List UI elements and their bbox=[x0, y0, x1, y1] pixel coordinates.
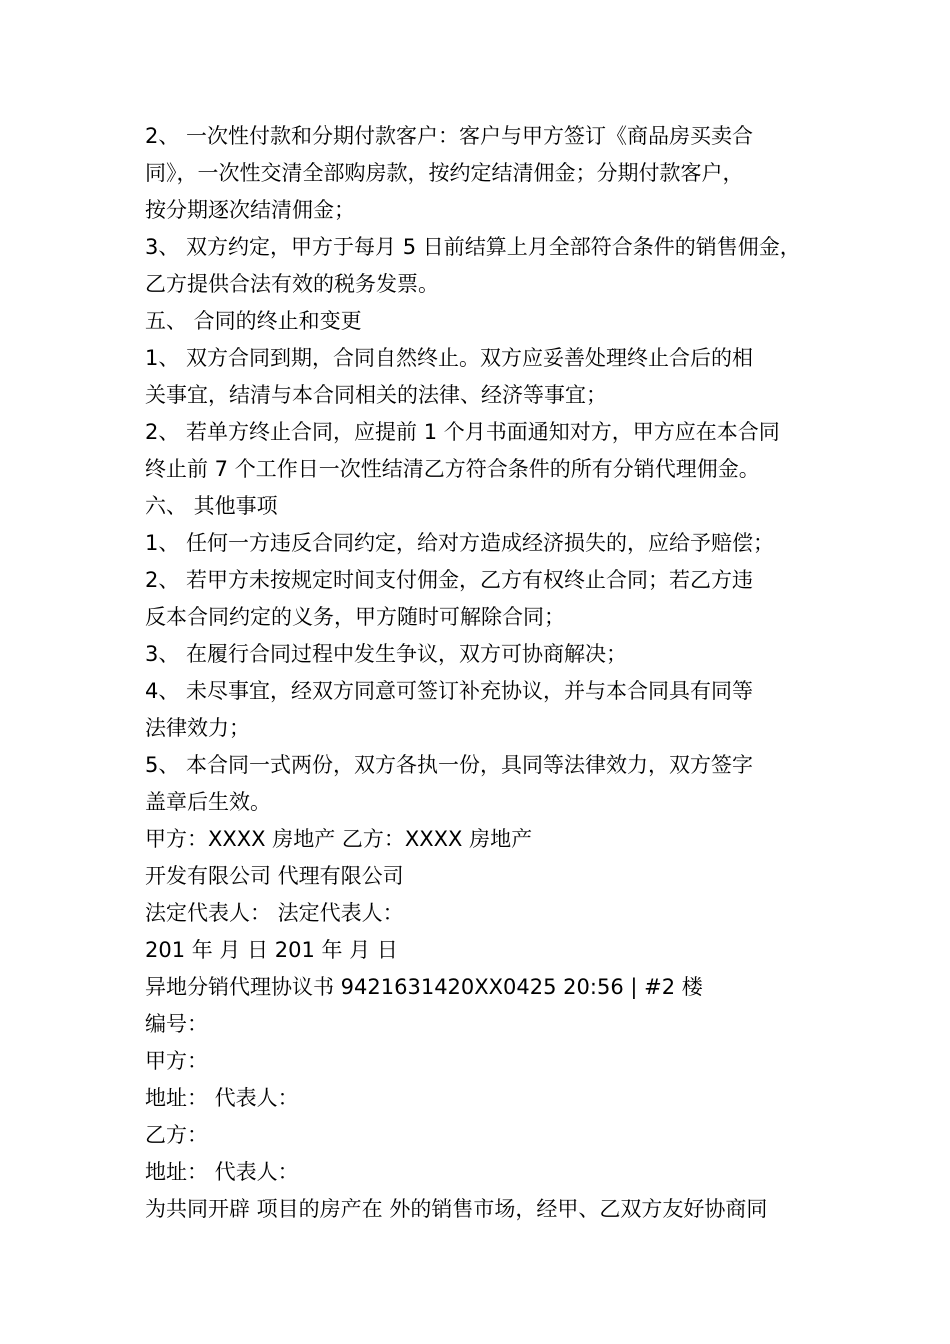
text-line: 3、 双方约定，甲方于每月 5 日前结算上月全部符合条件的销售佣金， bbox=[145, 235, 801, 259]
text-line: 1、 任何一方违反合同约定，给对方造成经济损失的，应给予赔偿； bbox=[145, 531, 775, 555]
text-line: 2、 一次性付款和分期付款客户：客户与甲方签订《商品房买卖合 bbox=[145, 124, 754, 148]
section-heading: 六、 其他事项 bbox=[145, 494, 278, 518]
text-line: 终止前 7 个工作日一次性结清乙方符合条件的所有分销代理佣金。 bbox=[145, 457, 760, 481]
signature-line: 开发有限公司 代理有限公司 bbox=[145, 864, 404, 888]
text-line: 2、 若甲方未按规定时间支付佣金，乙方有权终止合同；若乙方违 bbox=[145, 568, 754, 592]
signature-line: 法定代表人： 法定代表人： bbox=[145, 901, 404, 925]
document-title-line: 异地分销代理协议书 9421631420XX0425 20:56 | #2 楼 bbox=[145, 975, 703, 999]
field-line: 甲方： bbox=[145, 1049, 208, 1073]
text-line: 为共同开辟 项目的房产在 外的销售市场，经甲、乙双方友好协商同 bbox=[145, 1197, 768, 1221]
text-line: 1、 双方合同到期，合同自然终止。双方应妥善处理终止合后的相 bbox=[145, 346, 754, 370]
document-page bbox=[145, 118, 825, 1228]
text-line: 关事宜，结清与本合同相关的法律、经济等事宜； bbox=[145, 383, 607, 407]
text-line: 乙方提供合法有效的税务发票。 bbox=[145, 272, 439, 296]
text-line: 2、 若单方终止合同，应提前 1 个月书面通知对方，甲方应在本合同 bbox=[145, 420, 780, 444]
text-line: 法律效力； bbox=[145, 716, 250, 740]
text-line: 按分期逐次结清佣金； bbox=[145, 198, 355, 222]
signature-line: 甲方：XXXX 房地产 乙方：XXXX 房地产 bbox=[145, 827, 533, 851]
text-line: 反本合同约定的义务，甲方随时可解除合同； bbox=[145, 605, 565, 629]
field-line: 编号： bbox=[145, 1012, 208, 1036]
text-line: 3、 在履行合同过程中发生争议，双方可协商解决； bbox=[145, 642, 628, 666]
field-line: 地址： 代表人： bbox=[145, 1160, 299, 1184]
text-line: 5、 本合同一式两份，双方各执一份，具同等法律效力，双方签字 bbox=[145, 753, 754, 777]
text-line: 4、 未尽事宜，经双方同意可签订补充协议，并与本合同具有同等 bbox=[145, 679, 754, 703]
text-line: 同》，一次性交清全部购房款，按约定结清佣金；分期付款客户， bbox=[145, 161, 744, 185]
text-line: 盖章后生效。 bbox=[145, 790, 271, 814]
section-heading: 五、 合同的终止和变更 bbox=[145, 309, 362, 333]
field-line: 地址： 代表人： bbox=[145, 1086, 299, 1110]
date-line: 201 年 月 日 201 年 月 日 bbox=[145, 938, 398, 962]
field-line: 乙方： bbox=[145, 1123, 208, 1147]
